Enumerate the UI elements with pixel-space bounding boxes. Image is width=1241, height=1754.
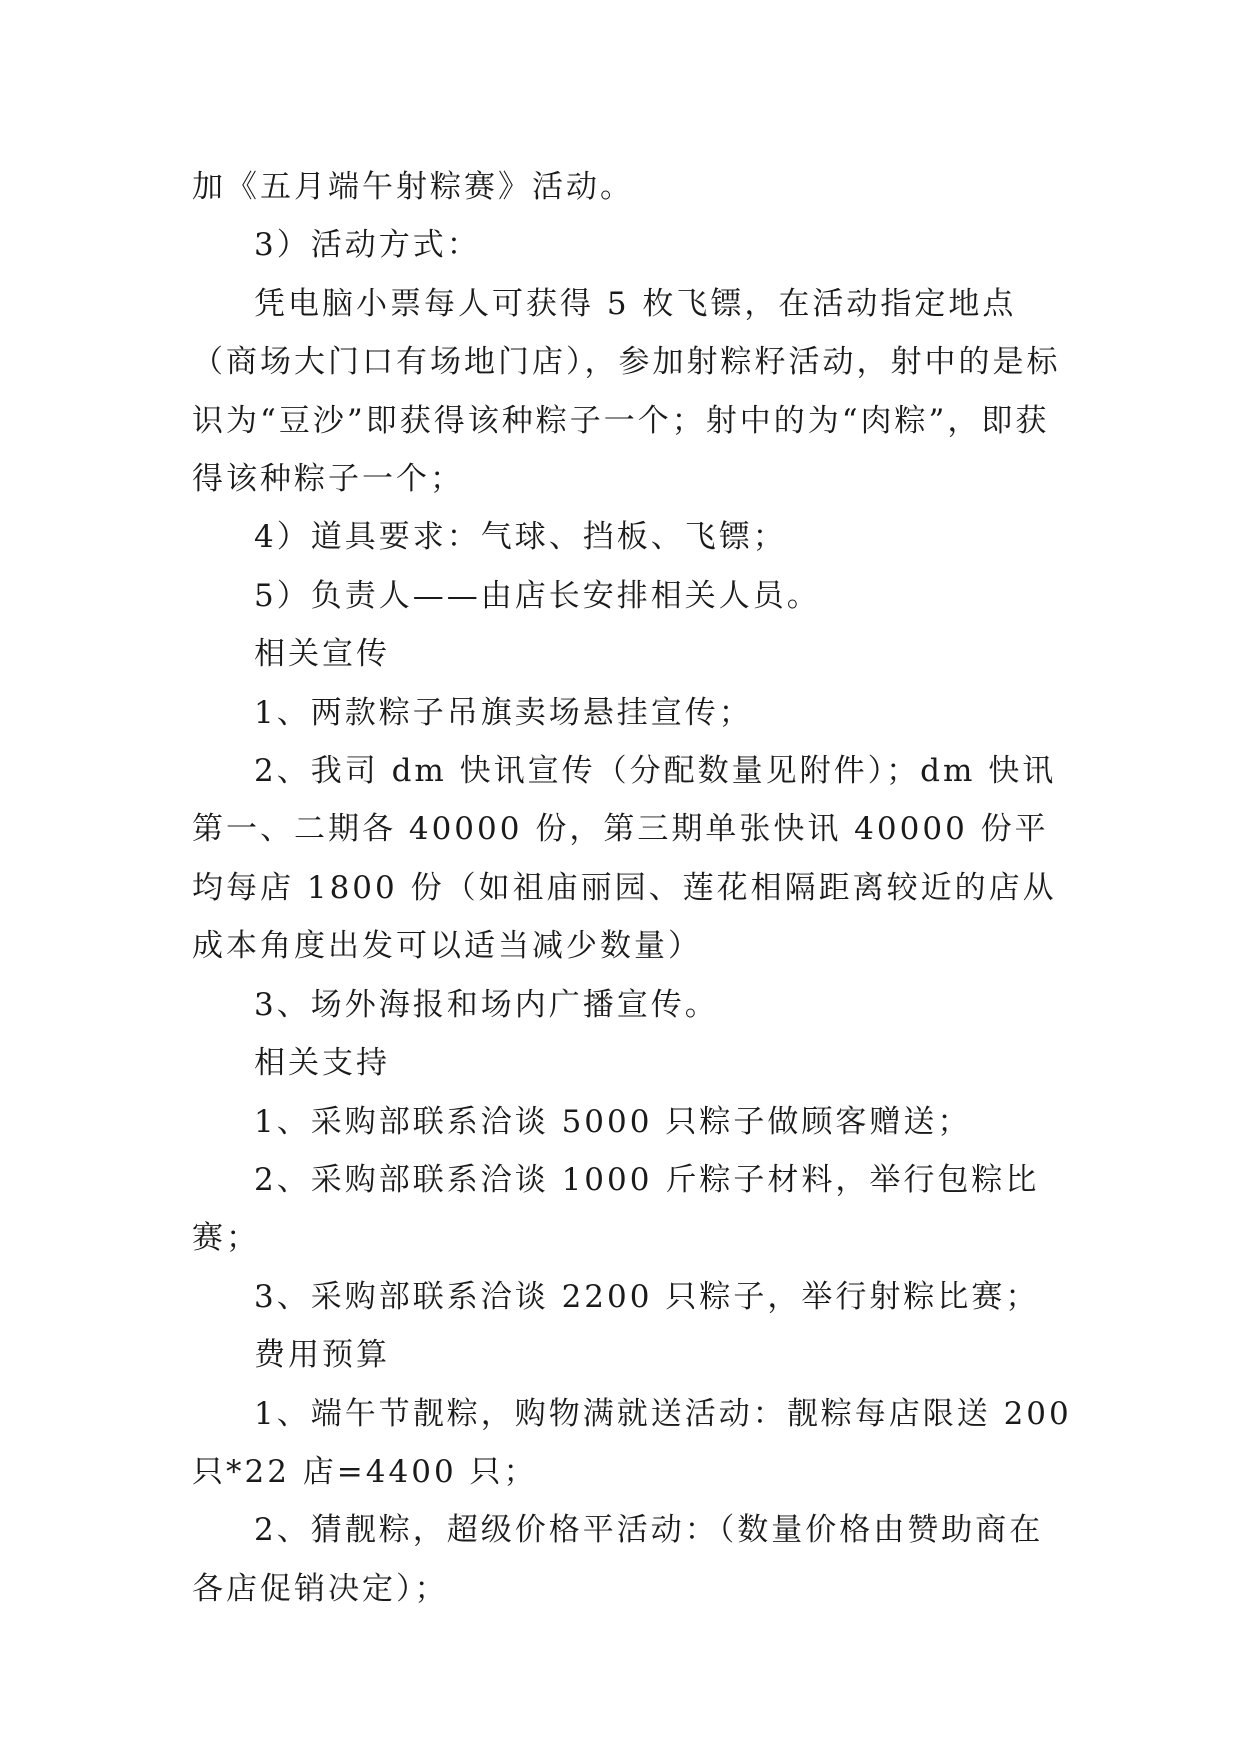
section-heading-budget: 费用预算 [254, 1337, 390, 1374]
paragraph-activity-method-heading: 3）活动方式： [254, 227, 481, 264]
paragraph-budget-1: 1、端午节靓粽，购物满就送活动：靓粽每店限送 200 只*22 店=4400 只； [192, 1395, 1072, 1490]
paragraph-activity-method-detail: 凭电脑小票每人可获得 5 枚飞镖，在活动指定地点（商场大门口有场地门店），参加射粽籽活动，射中的是标识为“豆沙”即获得该种粽子一个；射中的为“肉粽”，即获得该种粽子一个； [192, 285, 1061, 498]
paragraph-props-requirement: 4）道具要求：气球、挡板、飞镖； [254, 519, 787, 556]
section-heading-publicity: 相关宣传 [254, 636, 390, 673]
paragraph-publicity-1: 1、两款粽子吊旗卖场悬挂宣传； [254, 694, 753, 731]
paragraph-support-3: 3、采购部联系洽谈 2200 只粽子，举行射粽比赛； [254, 1278, 1040, 1315]
paragraph-person-in-charge: 5）负责人——由店长安排相关人员。 [254, 577, 821, 614]
paragraph-support-2: 2、采购部联系洽谈 1000 斤粽子材料，举行包粽比赛； [192, 1161, 1040, 1257]
paragraph-support-1: 1、采购部联系洽谈 5000 只粽子做顾客赠送； [254, 1103, 972, 1140]
paragraph-publicity-2: 2、我司 dm 快讯宣传（分配数量见附件）；dm 快讯第一、二期各 40000 份，第三期单张快讯 40000 份平均每店 1800 份（如祖庙丽园、莲花相隔距离较近的店从成本角度出发可以适当减少数量） [192, 753, 1057, 965]
paragraph-activity-name-end: 加《五月端午射粽赛》活动。 [192, 169, 634, 205]
document-body [192, 158, 1072, 1618]
paragraph-budget-2: 2、猜靓粽，超级价格平活动：（数量价格由赞助商在各店促销决定）； [192, 1512, 1044, 1607]
paragraph-publicity-3: 3、场外海报和场内广播宣传。 [254, 986, 719, 1023]
section-heading-support: 相关支持 [254, 1045, 390, 1082]
